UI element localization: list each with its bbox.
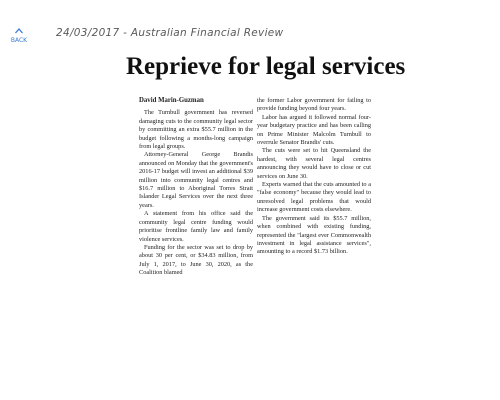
article-paragraph: Experts warned that the cuts amounted to a "false economy" because they would lead to unresolved legal problems that would increase government costs elsewhere.: [257, 181, 371, 214]
back-button[interactable]: [8, 26, 30, 44]
byline: David Marin-Guzman: [139, 97, 204, 104]
article-paragraph: The Turnbull government has reversed damaging cuts to the community legal sector by committing an extra $55.7 million in the budget following a months-long campaign from legal groups.: [139, 109, 253, 151]
back-label: BACK: [10, 37, 28, 44]
article-paragraph: A statement from his office said the community legal centre funding would prioritise frontline family law and family violence services.: [139, 210, 253, 243]
article-headline: Reprieve for legal services: [126, 53, 406, 80]
handwritten-date-note: 24/03/2017 - Australian Financial Review: [56, 27, 284, 39]
article-paragraph: Attorney-General George Brandis announced on Monday that the government's 2016-17 budget will invest an additional $39 million into community legal centres and $16.7 million to Aboriginal Torres Strait Islander Legal Services over the next three years.: [139, 151, 253, 209]
article-paragraph: the former Labor government for failing to provide funding beyond four years.: [257, 97, 371, 113]
article-paragraph: Labor has argued it followed normal four-year budgetary practice and has been calling on Prime Minister Malcolm Turnbull to overrule Senator Brandis' cuts.: [257, 113, 371, 147]
article-column-2: [257, 97, 371, 257]
article-column-1: [139, 97, 253, 278]
article-paragraph: The cuts were set to hit Queensland the hardest, with several legal centres announcing they would have to close or cut services on June 30.: [257, 147, 371, 180]
chevron-up-icon: [14, 26, 24, 36]
article-paragraph: Funding for the sector was set to drop by about 30 per cent, or $34.83 million, from July 1, 2017, to June 30, 2020, as the Coalition blamed: [139, 243, 253, 277]
article-paragraph: The government said its $55.7 million, when combined with existing funding, represented the "largest ever Commonwealth investment in legal assistance services", amounting to a record $1.73 billion.: [257, 214, 371, 256]
